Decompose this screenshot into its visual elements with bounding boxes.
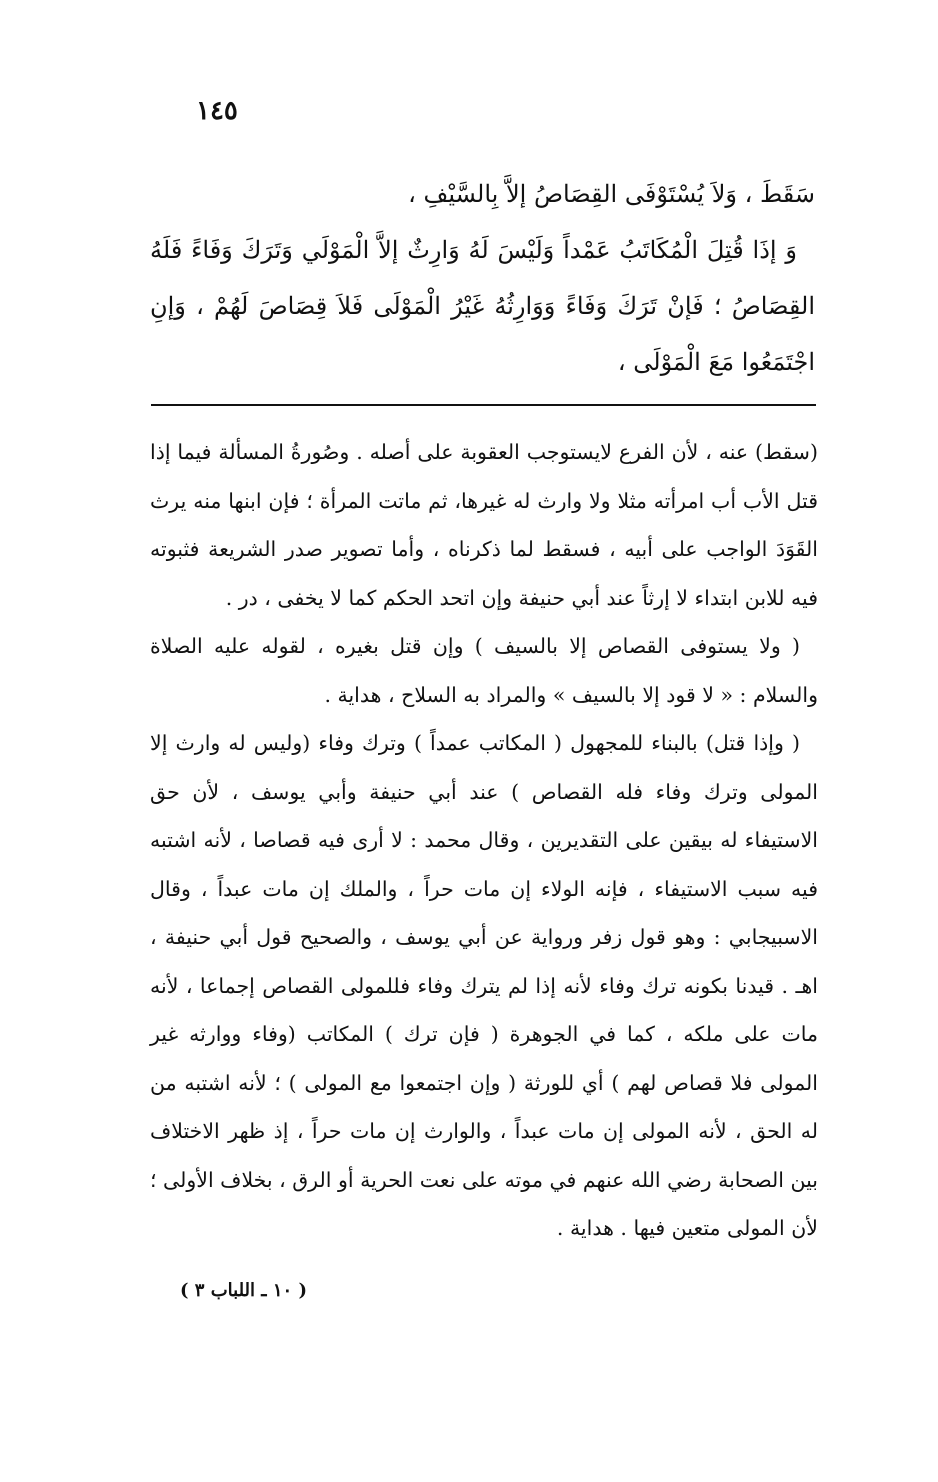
printer-signature-mark: ( ١٠ ـ اللباب ٣ ) (180, 1280, 307, 1301)
commentary-text (150, 428, 818, 1253)
main-text-paragraph: وَ إذَا قُتِلَ الْمُكَاتَبُ عَمْداً وَلَيْسَ لَهُ وَارِثٌ إلاَّ الْمَوْلَي وَتَرَكَ وَفَاءً فَلَهُ القِصَاصُ ؛ فَإنْ تَرَكَ وَفَاءً وَوَارِثُهُ غَيْرُ الْمَوْلَى فَلاَ قِصَاصَ لَهُمْ ، وَإنِ اجْتَمَعُوا مَعَ الْمَوْلَى ، (150, 236, 815, 376)
commentary-paragraph: ( ولا يستوفى القصاص إلا بالسيف ) وإن قتل بغيره ، لقوله عليه الصلاة والسلام : « لا قود إلا بالسيف » والمراد به السلاح ، هداية . (150, 634, 818, 707)
commentary-paragraph: (سقط) عنه ، لأن الفرع لايستوجب العقوبة على أصله . وصُورةُ المسألة فيما إذا قتل الأب أب امرأته مثلا ولا وارث له غيرها، ثم ماتت المرأة ؛ فإن ابنها منه يرث القَوَدَ الواجب على أبيه ، فسقط لما ذكرناه ، وأما تصوير صدر الشريعة فثبوته فيه للابن ابتداء لا إرثاً عند أبي حنيفة وإن اتحد الحكم كما لا يخفى ، در . (150, 440, 818, 610)
main-text-line: سَقَطَ ، وَلاَ يُسْتَوْفَى القِصَاصُ إلاَّ بِالسَّيْفِ ، (408, 180, 815, 208)
main-text (150, 166, 815, 390)
page-number: ١٤٥ (196, 96, 238, 126)
commentary-paragraph: ( وإذا قتل) بالبناء للمجهول ( المكاتب عمداً ) وترك وفاء (وليس له وارث إلا المولى وترك وفاء فله القصاص ) عند أبي حنيفة وأبي يوسف ، لأن حق الاستيفاء له بيقين على التقديرين ، وقال محمد : لا أرى فيه قصاصا ، لأنه اشتبه فيه سبب الاستيفاء ، فإنه الولاء إن مات حراً ، والملك إن مات عبداً ، وقال الاسبيجابي : وهو قول زفر ورواية عن أبي يوسف ، والصحيح قول أبي حنيفة ، اهـ . قيدنا بكونه ترك وفاء لأنه إذا لم يترك وفاء فللمولى القصاص إجماعا ، لأنه مات على ملكه ، كما في الجوهرة ( فإن ترك ) المكاتب (وفاء ووارثه غير المولى فلا قصاص لهم ) أي للورثة ( وإن اجتمعوا مع المولى ) ؛ لأنه اشتبه من له الحق ، لأنه المولى إن مات عبداً ، والوارث إن مات حراً ، إذ ظهر الاختلاف بين الصحابة رضي الله عنهم في موته على نعت الحرية أو الرق ، بخلاف الأولى ؛ لأن المولى متعين فيها . هداية . (150, 731, 818, 1240)
text-divider-rule (151, 404, 816, 406)
